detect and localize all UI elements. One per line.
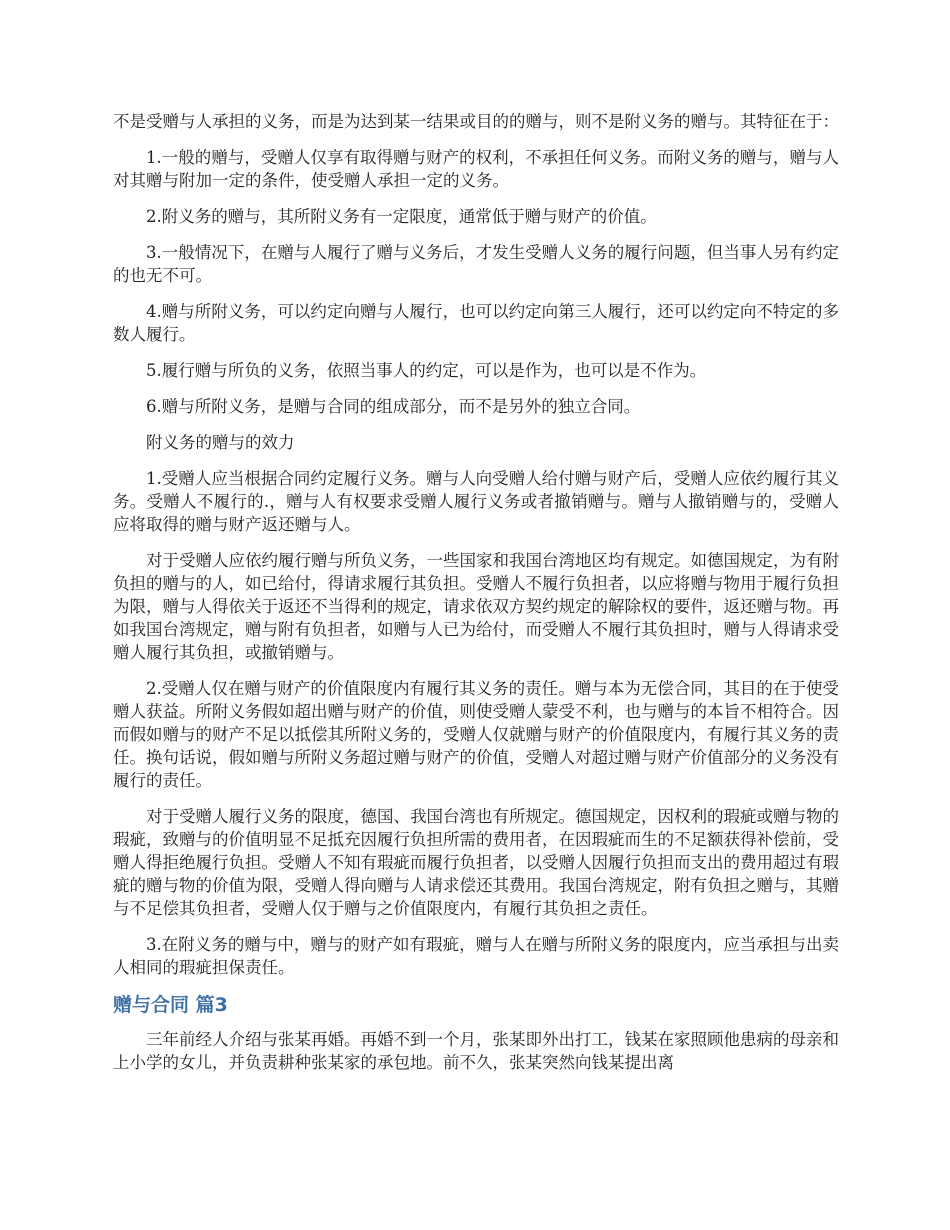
effect-item-1: 1.受赠人应当根据合同约定履行义务。赠与人向受赠人给付赠与财产后，受赠人应依约履行其义务。受赠人不履行的.，赠与人有权要求受赠人履行义务或者撤销赠与。赠与人撤销赠与的，受赠人应将取得的赠与财产返还赠与人。 [113,469,839,534]
effect-item-2-detail: 对于受赠人履行义务的限度，德国、我国台湾也有所规定。德国规定，因权利的瑕疵或赠与物的瑕疵，致赠与的价值明显不足抵充因履行负担所需的费用者，在因瑕疵而生的不足额获得补偿前，受赠人得拒绝履行负担。受赠人不知有瑕疵而履行负担者，以受赠人因履行负担而支出的费用超过有瑕疵的赠与物的价值为限，受赠人得向赠与人请求偿还其费用。我国台湾规定，附有负担之赠与，其赠与不足偿其负担者，受赠人仅于赠与之价值限度内，有履行其负担之责任。 [113,807,839,918]
intro-paragraph: 不是受赠与人承担的义务，而是为达到某一结果或目的的赠与，则不是附义务的赠与。其特征在于： [113,112,839,131]
section-paragraph: 三年前经人介绍与张某再婚。再婚不到一个月，张某即外出打工，钱某在家照顾他患病的母亲和上小学的女儿，并负责耕种张某家的承包地。前不久，张某突然向钱某提出离 [113,1030,839,1072]
feature-item-1: 1.一般的赠与，受赠人仅享有取得赠与财产的权利，不承担任何义务。而附义务的赠与，赠与人对其赠与附加一定的条件，使受赠人承担一定的义务。 [113,148,839,190]
section-heading: 赠与合同 篇3 [113,994,228,1016]
document-page [113,110,839,1087]
effect-item-3: 3.在附义务的赠与中，赠与的财产如有瑕疵，赠与人在赠与所附义务的限度内，应当承担与出卖人相同的瑕疵担保责任。 [113,935,839,977]
feature-item-5: 5.履行赠与所负的义务，依照当事人的约定，可以是作为，也可以是不作为。 [146,361,707,380]
effect-item-1-detail: 对于受赠人应依约履行赠与所负义务，一些国家和我国台湾地区均有规定。如德国规定，为有附负担的赠与的人，如已给付，得请求履行其负担。受赠人不履行负担者，以应将赠与物用于履行负担为限，赠与人得依关于返还不当得利的规定，请求依双方契约规定的解除权的要件，返还赠与物。再如我国台湾规定，赠与附有负担者，如赠与人已为给付，而受赠人不履行其负担时，赠与人得请求受赠人履行其负担，或撤销赠与。 [113,551,839,662]
feature-item-6: 6.赠与所附义务，是赠与合同的组成部分，而不是另外的独立合同。 [146,397,641,416]
feature-item-4: 4.赠与所附义务，可以约定向赠与人履行，也可以约定向第三人履行，还可以约定向不特定的多数人履行。 [113,302,839,344]
feature-item-3: 3.一般情况下，在赠与人履行了赠与义务后，才发生受赠人义务的履行问题，但当事人另有约定的也无不可。 [113,243,839,285]
feature-item-2: 2.附义务的赠与，其所附义务有一定限度，通常低于赠与财产的价值。 [146,207,657,226]
subheading-effect: 附义务的赠与的效力 [146,433,295,452]
effect-item-2: 2.受赠人仅在赠与财产的价值限度内有履行其义务的责任。赠与本为无偿合同，其目的在于使受赠人获益。所附义务假如超出赠与财产的价值，则使受赠人蒙受不利，也与赠与的本旨不相符合。因而假如赠与的财产不足以抵偿其所附义务的，受赠人仅就赠与财产的价值限度内，有履行其义务的责任。换句话说，假如赠与所附义务超过赠与财产的价值，受赠人对超过赠与财产价值部分的义务没有履行的责任。 [113,679,839,790]
